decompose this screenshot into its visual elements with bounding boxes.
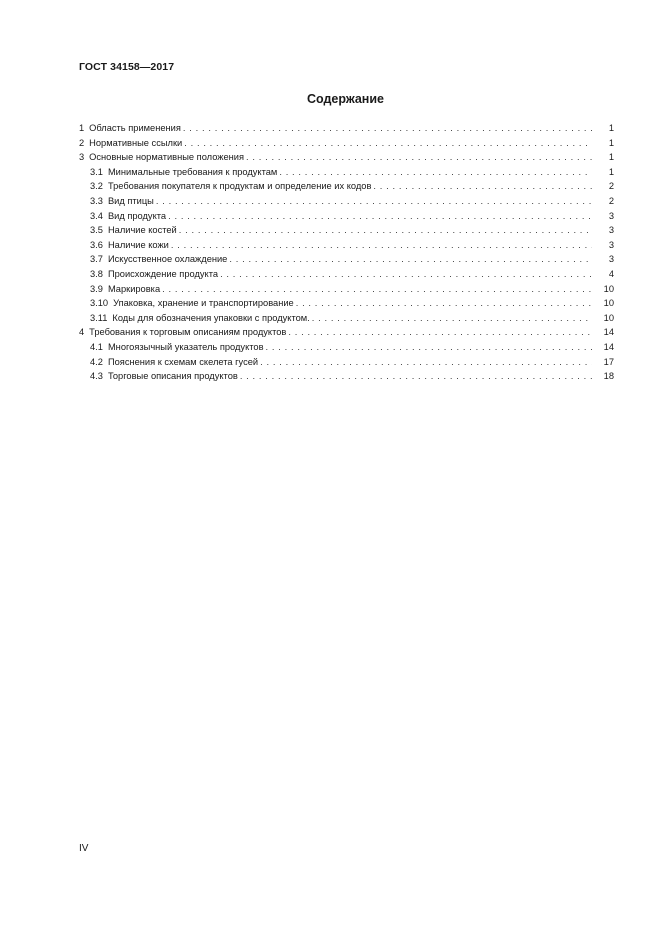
toc-entry-number: 3.4 bbox=[90, 210, 103, 221]
toc-entry-page: 2 bbox=[608, 195, 614, 206]
toc-entry[interactable] bbox=[79, 150, 614, 165]
toc-entry-page: 1 bbox=[608, 166, 614, 177]
toc-entry[interactable] bbox=[79, 223, 614, 238]
toc-entry-label: Наличие кожи bbox=[107, 239, 169, 250]
table-of-contents bbox=[79, 121, 614, 384]
toc-leader-dots bbox=[220, 267, 592, 282]
toc-entry-label: Область применения bbox=[89, 123, 181, 133]
toc-leader-dots bbox=[184, 136, 592, 151]
toc-entry-label: Искусственное охлаждение bbox=[107, 254, 228, 265]
toc-entry[interactable] bbox=[79, 355, 614, 370]
toc-entry-page: 14 bbox=[603, 341, 614, 352]
toc-entry-number: 3.1 bbox=[90, 166, 103, 177]
toc-entry-number: 3.11 bbox=[90, 312, 108, 323]
toc-entry-label: Торговые описания продуктов bbox=[107, 371, 238, 382]
toc-leader-dots bbox=[266, 340, 592, 355]
toc-entry-page: 14 bbox=[603, 327, 614, 338]
toc-entry-label: Требования к торговым описаниям продуктов bbox=[89, 327, 287, 338]
toc-leader-dots bbox=[288, 325, 592, 340]
toc-entry[interactable] bbox=[79, 340, 614, 355]
toc-leader-dots bbox=[312, 311, 592, 326]
toc-entry-page: 10 bbox=[603, 283, 614, 294]
toc-leader-dots bbox=[240, 369, 592, 384]
toc-entry[interactable] bbox=[79, 311, 614, 326]
toc-entry-label: Многоязычный указатель продуктов bbox=[107, 341, 264, 352]
toc-entry[interactable] bbox=[79, 165, 614, 180]
toc-entry-label: Пояснения к схемам скелета гусей bbox=[107, 356, 259, 367]
toc-entry-number: 3.5 bbox=[90, 225, 103, 236]
toc-entry[interactable] bbox=[79, 179, 614, 194]
toc-entry-page: 3 bbox=[608, 239, 614, 250]
toc-entry[interactable] bbox=[79, 238, 614, 253]
toc-entry[interactable] bbox=[79, 296, 614, 311]
toc-entry-number: 4.2 bbox=[90, 356, 103, 367]
toc-entry-page: 3 bbox=[608, 210, 614, 221]
toc-leader-dots bbox=[260, 355, 592, 370]
toc-entry-page: 10 bbox=[603, 298, 614, 309]
toc-entry-page: 4 bbox=[608, 268, 614, 279]
toc-entry[interactable] bbox=[79, 282, 614, 297]
toc-leader-dots bbox=[156, 194, 592, 209]
document-id: ГОСТ 34158—2017 bbox=[79, 61, 175, 73]
toc-entry[interactable] bbox=[79, 209, 614, 224]
toc-leader-dots bbox=[296, 296, 592, 311]
toc-leader-dots bbox=[183, 121, 592, 136]
toc-entry-number: 3.2 bbox=[90, 181, 103, 192]
toc-leader-dots bbox=[246, 150, 592, 165]
toc-entry[interactable] bbox=[79, 252, 614, 267]
toc-entry[interactable] bbox=[79, 369, 614, 384]
toc-entry-number: 3.3 bbox=[90, 195, 103, 206]
toc-entry-label: Требования покупателя к продуктам и определение их кодов bbox=[107, 181, 372, 192]
toc-entry-label: Наличие костей bbox=[107, 225, 177, 236]
toc-leader-dots bbox=[279, 165, 592, 180]
toc-entry-page: 17 bbox=[603, 356, 614, 367]
toc-entry-number: 3.6 bbox=[90, 239, 103, 250]
toc-entry-number: 3.7 bbox=[90, 254, 103, 265]
toc-entry-label: Маркировка bbox=[107, 283, 161, 294]
toc-entry-label: Происхождение продукта bbox=[107, 268, 219, 279]
toc-leader-dots bbox=[179, 223, 592, 238]
toc-entry-number: 1 bbox=[79, 123, 85, 133]
toc-entry-page: 3 bbox=[608, 225, 614, 236]
toc-leader-dots bbox=[162, 282, 592, 297]
toc-entry-page: 2 bbox=[608, 181, 614, 192]
toc-leader-dots bbox=[229, 252, 592, 267]
toc-entry[interactable] bbox=[79, 267, 614, 282]
toc-entry-number: 3.10 bbox=[90, 298, 109, 309]
toc-entry-label: Вид птицы bbox=[107, 195, 154, 206]
page-number: IV bbox=[79, 843, 89, 854]
toc-entry[interactable] bbox=[79, 325, 614, 340]
toc-entry-label: Коды для обозначения упаковки с продуктом. bbox=[112, 312, 310, 323]
toc-entry[interactable] bbox=[79, 136, 614, 151]
toc-entry-page: 1 bbox=[608, 123, 614, 133]
toc-entry[interactable] bbox=[79, 121, 614, 136]
toc-entry-page: 10 bbox=[603, 312, 614, 323]
toc-entry-label: Основные нормативные положения bbox=[89, 152, 245, 163]
toc-entry-number: 3.8 bbox=[90, 268, 103, 279]
toc-entry-page: 1 bbox=[608, 137, 614, 148]
toc-entry-number: 4.1 bbox=[90, 341, 103, 352]
toc-entry-page: 1 bbox=[608, 152, 614, 163]
toc-leader-dots bbox=[373, 179, 592, 194]
toc-entry-page: 18 bbox=[603, 371, 614, 382]
toc-entry-number: 4.3 bbox=[90, 371, 103, 382]
toc-entry-number: 3.9 bbox=[90, 283, 103, 294]
toc-entry-label: Нормативные ссылки bbox=[89, 137, 183, 148]
toc-title: Содержание bbox=[306, 92, 384, 106]
toc-leader-dots bbox=[171, 238, 592, 253]
toc-entry-number: 2 bbox=[79, 137, 85, 148]
toc-entry-number: 3 bbox=[79, 152, 85, 163]
toc-entry[interactable] bbox=[79, 194, 614, 209]
toc-entry-number: 4 bbox=[79, 327, 85, 338]
toc-entry-label: Вид продукта bbox=[107, 210, 167, 221]
toc-entry-label: Минимальные требования к продуктам bbox=[107, 166, 278, 177]
toc-entry-page: 3 bbox=[608, 254, 614, 265]
toc-leader-dots bbox=[168, 209, 592, 224]
toc-entry-label: Упаковка, хранение и транспортирование bbox=[113, 298, 294, 309]
